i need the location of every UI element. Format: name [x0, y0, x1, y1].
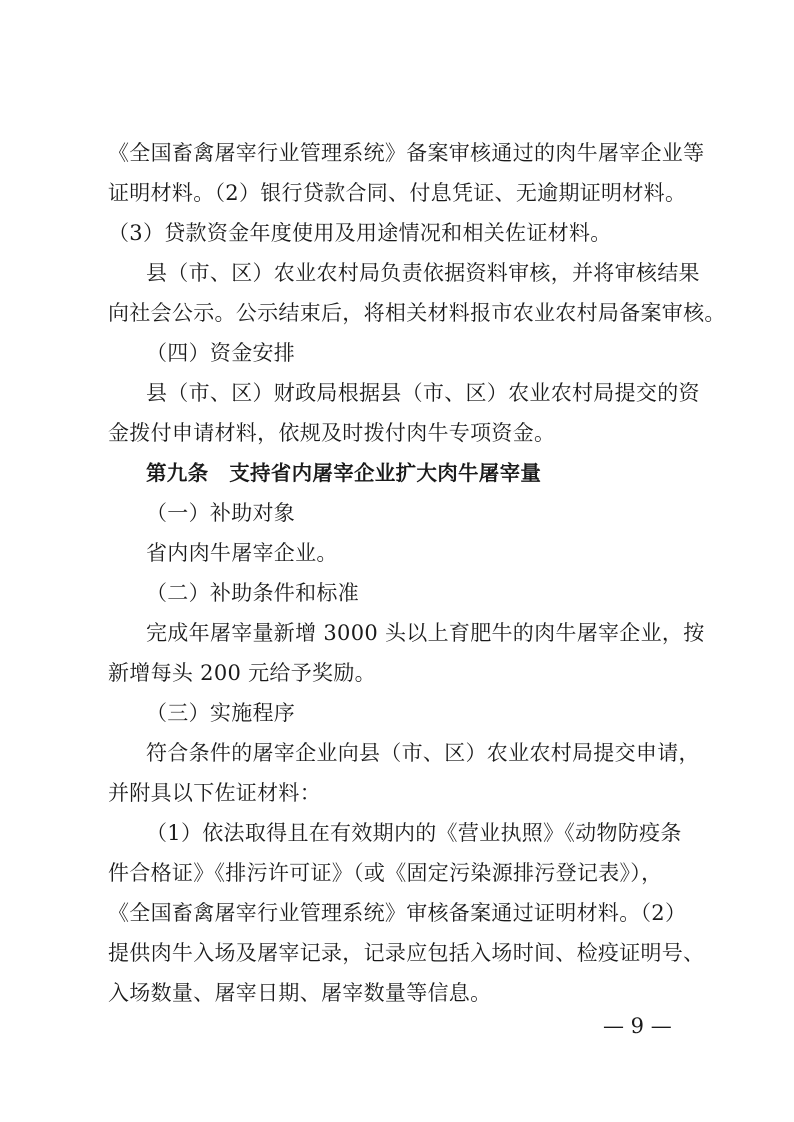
paragraph-line: 县（市、区）农业农村局负责依据资料审核，并将审核结果 [146, 261, 700, 285]
paragraph-line: 完成年屠宰量新增 3000 头以上育肥牛的肉牛屠宰企业，按 [146, 621, 705, 645]
section-heading: （四）资金安排 [146, 341, 296, 365]
paragraph-line: 向社会公示。公示结束后，将相关材料报市农业农村局备案审核。 [108, 301, 726, 325]
section-heading: （二）补助条件和标准 [146, 581, 359, 605]
paragraph-line: 新增每头 200 元给予奖励。 [108, 661, 376, 685]
paragraph-line: 《全国畜禽屠宰行业管理系统》审核备案通过证明材料。（2） [108, 901, 687, 925]
paragraph-line: 符合条件的屠宰企业向县（市、区）农业农村局提交申请， [146, 741, 700, 765]
section-heading: （一）补助对象 [146, 501, 296, 525]
section-heading: （三）实施程序 [146, 701, 296, 725]
paragraph-line: 提供肉牛入场及屠宰记录，记录应包括入场时间、检疫证明号、 [108, 941, 705, 965]
page-number: — 9 — [603, 1014, 672, 1038]
document-body [108, 133, 726, 1013]
paragraph-line: 并附具以下佐证材料： [108, 781, 321, 805]
paragraph-line: （1）依法取得且在有效期内的《营业执照》《动物防疫条 [146, 821, 682, 845]
paragraph-line: 《全国畜禽屠宰行业管理系统》备案审核通过的肉牛屠宰企业等 [108, 141, 705, 165]
paragraph-line: 县（市、区）财政局根据县（市、区）农业农村局提交的资 [146, 381, 700, 405]
paragraph-line: （3）贷款资金年度使用及用途情况和相关佐证材料。 [108, 221, 612, 245]
paragraph-line: 金拨付申请材料，依规及时拨付肉牛专项资金。 [108, 421, 556, 445]
article-heading: 第九条 支持省内屠宰企业扩大肉牛屠宰量 [146, 461, 542, 485]
paragraph-line: 入场数量、屠宰日期、屠宰数量等信息。 [108, 981, 492, 1005]
paragraph-line: 证明材料。（2）银行贷款合同、付息凭证、无逾期证明材料。 [108, 181, 687, 205]
paragraph-line: 省内肉牛屠宰企业。 [146, 541, 338, 565]
paragraph-line: 件合格证》《排污许可证》（或《固定污染源排污登记表》）， [108, 861, 663, 885]
